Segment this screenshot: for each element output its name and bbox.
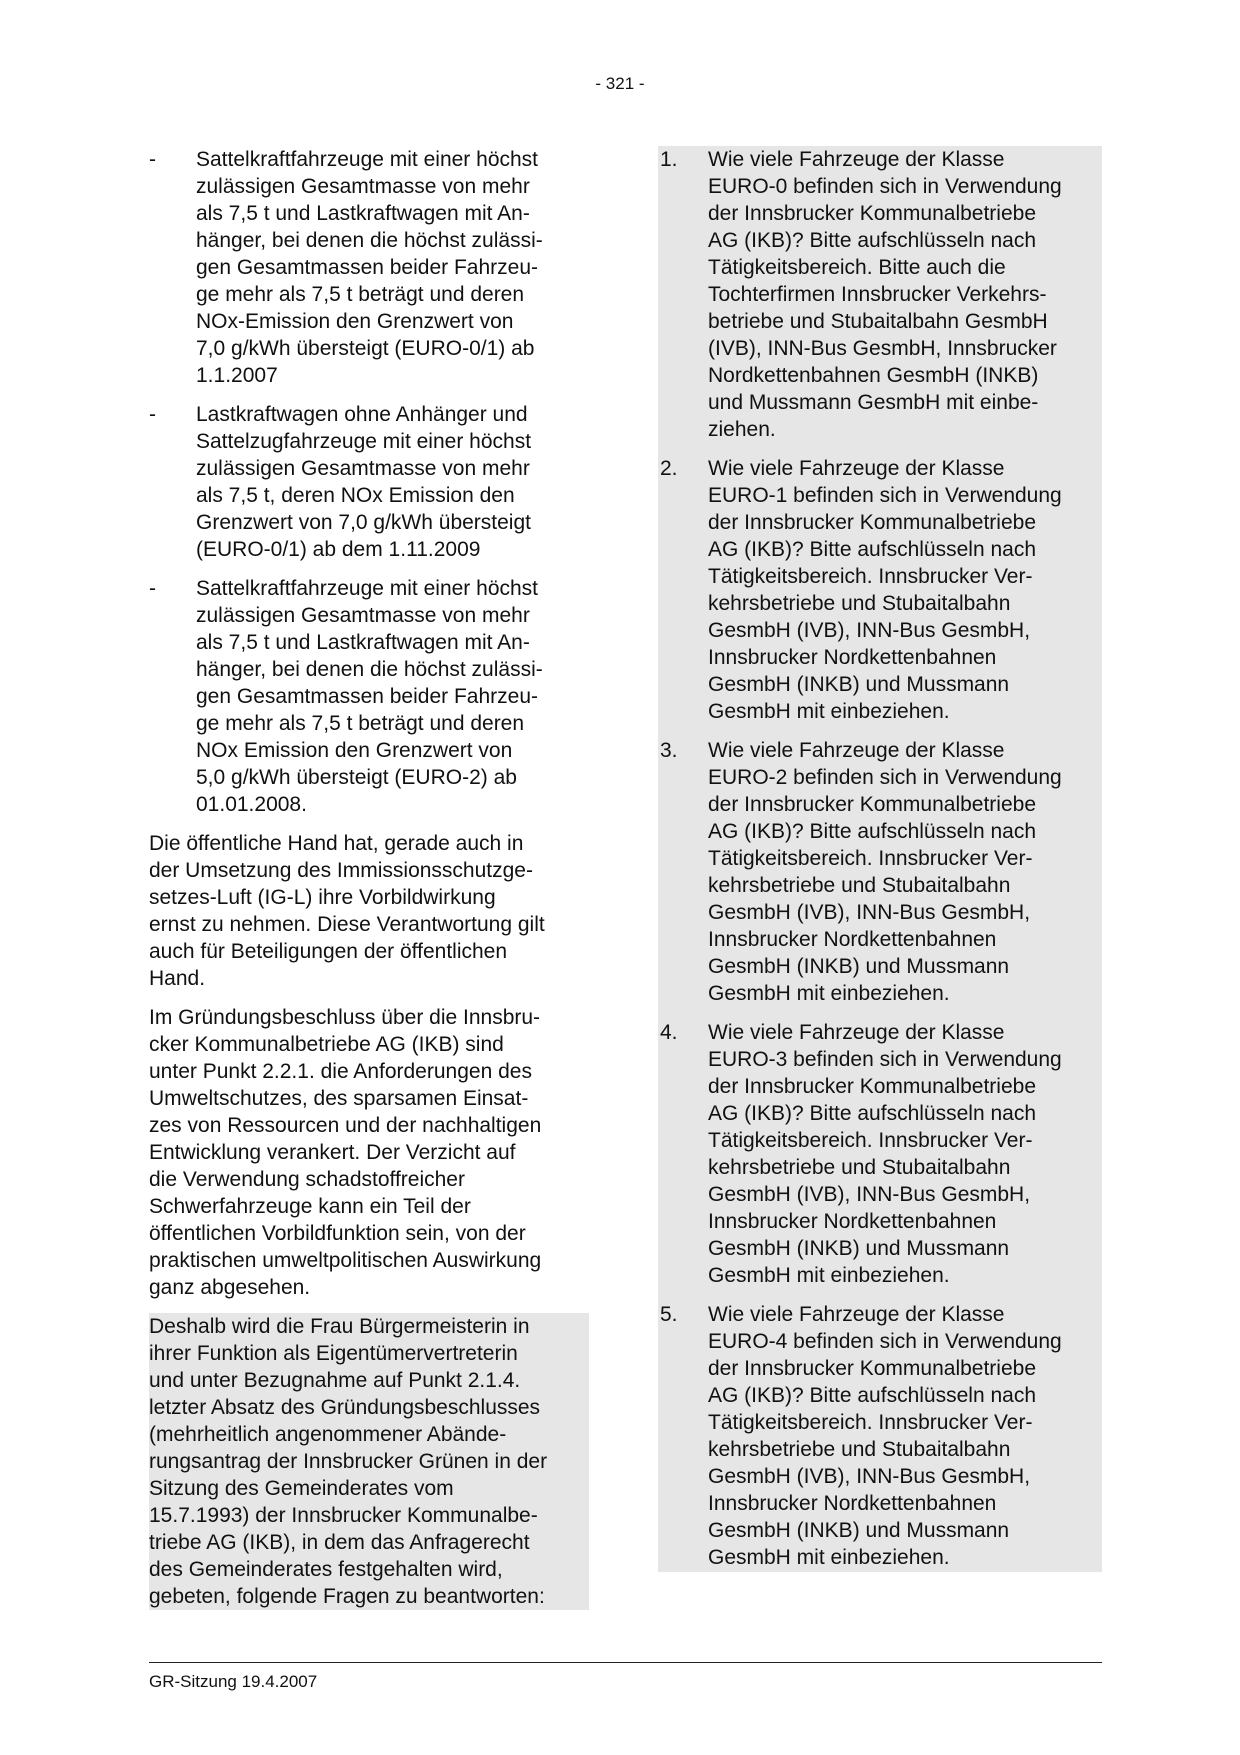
paragraph-public-role (149, 830, 589, 992)
bullet-dash: - (149, 577, 156, 600)
question-text (708, 455, 1102, 725)
text-line: zes von Ressourcen und der nachhaltigen (149, 1114, 542, 1137)
text-line: 15.7.1993) der Innsbrucker Kommunalbe- (149, 1504, 538, 1527)
text-line: öffentlichen Vorbildfunktion sein, von der (149, 1222, 526, 1245)
text-line: ziehen. (708, 418, 776, 441)
text-line: der Innsbrucker Kommunalbetriebe (708, 1357, 1037, 1380)
text-line: der Umsetzung des Immissionsschutzge- (149, 859, 533, 882)
text-line: auch für Beteiligungen der öffentlichen (149, 940, 508, 963)
footer-divider (149, 1662, 1102, 1663)
text-line: zulässigen Gesamtmasse von mehr (196, 604, 530, 627)
text-line: Grenzwert von 7,0 g/kWh übersteigt (196, 511, 531, 534)
text-line: Entwicklung verankert. Der Verzicht auf (149, 1141, 516, 1164)
text-line: Innsbrucker Nordkettenbahnen (708, 928, 997, 951)
text-line: Wie viele Fahrzeuge der Klasse (708, 739, 1005, 762)
text-line: GesmbH (INKB) und Mussmann (708, 955, 1010, 978)
text-line: Sattelzugfahrzeuge mit einer höchst (196, 430, 532, 453)
text-line: EURO-1 befinden sich in Verwendung (708, 484, 1062, 507)
text-line: setzes-Luft (IG-L) ihre Vorbildwirkung (149, 886, 496, 909)
text-line: cker Kommunalbetriebe AG (IKB) sind (149, 1033, 504, 1056)
question-number: 3. (660, 739, 678, 762)
question-text (708, 737, 1102, 1007)
text-line: GesmbH (INKB) und Mussmann (708, 1519, 1010, 1542)
text-line: AG (IKB)? Bitte aufschlüsseln nach (708, 1384, 1036, 1407)
bullet-item (149, 401, 589, 563)
text-line: und unter Bezugnahme auf Punkt 2.1.4. (149, 1369, 521, 1392)
text-line: praktischen umweltpolitischen Auswirkung (149, 1249, 542, 1272)
text-line: unter Punkt 2.2.1. die Anforderungen des (149, 1060, 532, 1083)
text-line: kehrsbetriebe und Stubaitalbahn (708, 874, 1011, 897)
text-line: hänger, bei denen die höchst zulässi- (196, 658, 543, 681)
text-line: ihrer Funktion als Eigentümervertreterin (149, 1342, 518, 1365)
text-line: der Innsbrucker Kommunalbetriebe (708, 511, 1037, 534)
text-line: 1.1.2007 (196, 364, 278, 387)
text-line: Innsbrucker Nordkettenbahnen (708, 646, 997, 669)
text-line: Die öffentliche Hand hat, gerade auch in (149, 832, 524, 855)
text-line: AG (IKB)? Bitte aufschlüsseln nach (708, 229, 1036, 252)
text-line: Innsbrucker Nordkettenbahnen (708, 1492, 997, 1515)
text-line: AG (IKB)? Bitte aufschlüsseln nach (708, 1102, 1036, 1125)
text-line: AG (IKB)? Bitte aufschlüsseln nach (708, 820, 1036, 843)
text-line: ernst zu nehmen. Diese Verantwortung gilt (149, 913, 545, 936)
question-item (658, 737, 1102, 1007)
question-item (658, 1301, 1102, 1571)
text-line: Tätigkeitsbereich. Bitte auch die (708, 256, 1006, 279)
text-line: ganz abgesehen. (149, 1276, 311, 1299)
text-line: NOx Emission den Grenzwert von (196, 739, 513, 762)
question-item (658, 455, 1102, 725)
text-line: (IVB), INN-Bus GesmbH, Innsbrucker (708, 337, 1057, 360)
bullet-text (196, 401, 589, 563)
text-line: betriebe und Stubaitalbahn GesmbH (708, 310, 1048, 333)
text-line: GesmbH (IVB), INN-Bus GesmbH, (708, 901, 1031, 924)
text-line: rungsantrag der Innsbrucker Grünen in der (149, 1450, 548, 1473)
questions-list (658, 146, 1102, 1572)
paragraph-founding-resolution (149, 1004, 589, 1301)
bullet-text (196, 146, 589, 389)
text-line: NOx-Emission den Grenzwert von (196, 310, 514, 333)
left-column (149, 146, 589, 1610)
text-line: 01.01.2008. (196, 793, 307, 816)
text-line: Tätigkeitsbereich. Innsbrucker Ver- (708, 847, 1033, 870)
text-line: (mehrheitlich angenommener Abände- (149, 1423, 507, 1446)
text-line: Deshalb wird die Frau Bürgermeisterin in (149, 1315, 530, 1338)
text-line: des Gemeinderates festgehalten wird, (149, 1558, 503, 1581)
request-paragraph (149, 1313, 589, 1610)
text-line: Tätigkeitsbereich. Innsbrucker Ver- (708, 565, 1033, 588)
text-line: EURO-4 befinden sich in Verwendung (708, 1330, 1062, 1353)
question-text (708, 1019, 1102, 1289)
text-line: kehrsbetriebe und Stubaitalbahn (708, 1438, 1011, 1461)
bullet-item (149, 575, 589, 818)
text-line: gebeten, folgende Fragen zu beantworten: (149, 1585, 545, 1608)
text-line: gen Gesamtmassen beider Fahrzeu- (196, 685, 538, 708)
page-number: - 321 - (595, 74, 645, 93)
text-line: GesmbH (IVB), INN-Bus GesmbH, (708, 619, 1031, 642)
question-text (708, 146, 1102, 443)
text-line: zulässigen Gesamtmasse von mehr (196, 175, 530, 198)
text-line: hänger, bei denen die höchst zulässi- (196, 229, 543, 252)
text-line: Wie viele Fahrzeuge der Klasse (708, 1021, 1005, 1044)
text-line: 7,0 g/kWh übersteigt (EURO-0/1) ab (196, 337, 535, 360)
question-number: 5. (660, 1303, 678, 1326)
text-line: GesmbH mit einbeziehen. (708, 1546, 950, 1569)
bullet-dash: - (149, 403, 156, 426)
text-line: als 7,5 t und Lastkraftwagen mit An- (196, 631, 530, 654)
text-line: GesmbH mit einbeziehen. (708, 1264, 950, 1287)
text-line: Tochterfirmen Innsbrucker Verkehrs- (708, 283, 1047, 306)
text-line: Wie viele Fahrzeuge der Klasse (708, 1303, 1005, 1326)
text-line: (EURO-0/1) ab dem 1.11.2009 (196, 538, 481, 561)
text-line: ge mehr als 7,5 t beträgt und deren (196, 712, 525, 735)
text-line: Sitzung des Gemeinderates vom (149, 1477, 454, 1500)
text-line: triebe AG (IKB), in dem das Anfragerecht (149, 1531, 530, 1554)
text-line: letzter Absatz des Gründungsbeschlusses (149, 1396, 541, 1419)
text-line: GesmbH (INKB) und Mussmann (708, 1237, 1010, 1260)
text-line: Wie viele Fahrzeuge der Klasse (708, 457, 1005, 480)
text-line: der Innsbrucker Kommunalbetriebe (708, 1075, 1037, 1098)
bullet-text (196, 575, 589, 818)
text-line: und Mussmann GesmbH mit einbe- (708, 391, 1039, 414)
text-line: der Innsbrucker Kommunalbetriebe (708, 202, 1037, 225)
text-line: Innsbrucker Nordkettenbahnen (708, 1210, 997, 1233)
question-item (658, 146, 1102, 443)
text-line: GesmbH mit einbeziehen. (708, 700, 950, 723)
text-line: ge mehr als 7,5 t beträgt und deren (196, 283, 525, 306)
text-line: Sattelkraftfahrzeuge mit einer höchst (196, 577, 539, 600)
bullet-dash: - (149, 148, 156, 171)
text-line: als 7,5 t und Lastkraftwagen mit An- (196, 202, 530, 225)
question-number: 4. (660, 1021, 678, 1044)
question-number: 2. (660, 457, 678, 480)
text-line: Sattelkraftfahrzeuge mit einer höchst (196, 148, 539, 171)
text-line: kehrsbetriebe und Stubaitalbahn (708, 1156, 1011, 1179)
text-line: GesmbH mit einbeziehen. (708, 982, 950, 1005)
text-line: als 7,5 t, deren NOx Emission den (196, 484, 515, 507)
footer-session-label: GR-Sitzung 19.4.2007 (149, 1672, 318, 1691)
text-line: EURO-0 befinden sich in Verwendung (708, 175, 1062, 198)
text-line: GesmbH (IVB), INN-Bus GesmbH, (708, 1465, 1031, 1488)
text-line: AG (IKB)? Bitte aufschlüsseln nach (708, 538, 1036, 561)
text-line: EURO-3 befinden sich in Verwendung (708, 1048, 1062, 1071)
text-line: GesmbH (INKB) und Mussmann (708, 673, 1010, 696)
text-line: Schwerfahrzeuge kann ein Teil der (149, 1195, 471, 1218)
text-line: Umweltschutzes, des sparsamen Einsat- (149, 1087, 529, 1110)
text-line: 5,0 g/kWh übersteigt (EURO-2) ab (196, 766, 517, 789)
text-line: Hand. (149, 967, 206, 990)
question-number: 1. (660, 148, 678, 171)
text-line: Nordkettenbahnen GesmbH (INKB) (708, 364, 1039, 387)
text-line: der Innsbrucker Kommunalbetriebe (708, 793, 1037, 816)
text-line: Tätigkeitsbereich. Innsbrucker Ver- (708, 1129, 1033, 1152)
text-line: gen Gesamtmassen beider Fahrzeu- (196, 256, 538, 279)
text-line: Tätigkeitsbereich. Innsbrucker Ver- (708, 1411, 1033, 1434)
text-line: Im Gründungsbeschluss über die Innsbru- (149, 1006, 541, 1029)
text-line: die Verwendung schadstoffreicher (149, 1168, 465, 1191)
text-line: zulässigen Gesamtmasse von mehr (196, 457, 530, 480)
question-item (658, 1019, 1102, 1289)
text-line: GesmbH (IVB), INN-Bus GesmbH, (708, 1183, 1031, 1206)
bullet-item (149, 146, 589, 389)
text-line: Wie viele Fahrzeuge der Klasse (708, 148, 1005, 171)
text-line: kehrsbetriebe und Stubaitalbahn (708, 592, 1011, 615)
text-line: Lastkraftwagen ohne Anhänger und (196, 403, 528, 426)
text-line: EURO-2 befinden sich in Verwendung (708, 766, 1062, 789)
question-text (708, 1301, 1102, 1571)
